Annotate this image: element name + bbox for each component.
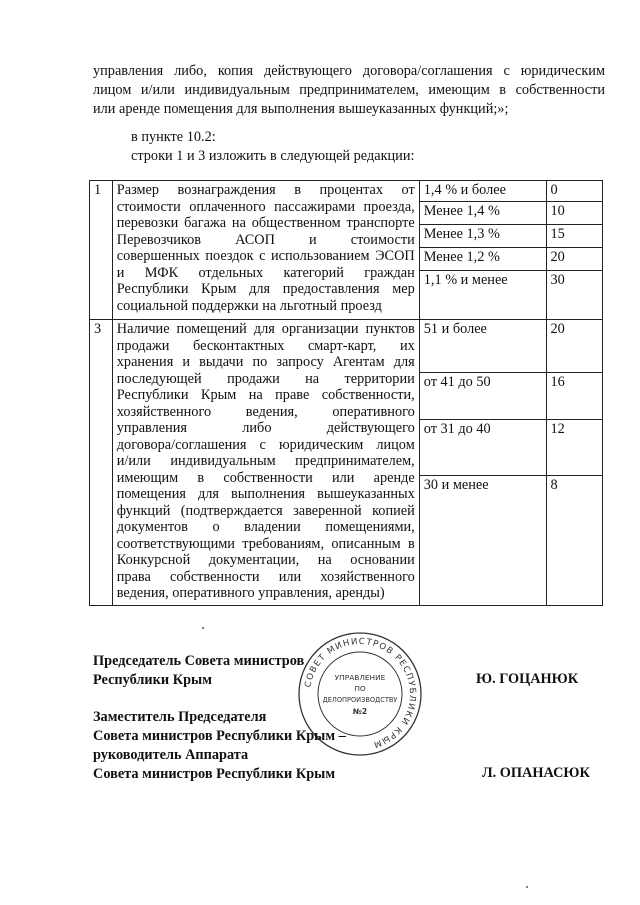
table-row bbox=[90, 181, 603, 320]
condition-points: 0 bbox=[546, 181, 602, 201]
signature-block-deputy bbox=[93, 708, 346, 784]
scan-speck bbox=[526, 886, 528, 888]
condition-row bbox=[420, 419, 602, 475]
desc-line: Размер вознаграждения в процентах от bbox=[116, 182, 415, 198]
desc-line: Конкурсной документации, на основании bbox=[116, 552, 415, 568]
condition-row bbox=[420, 475, 602, 605]
criterion-description bbox=[112, 320, 419, 606]
desc-line: права собственности или хозяйственного bbox=[116, 568, 415, 585]
conditions-table bbox=[420, 320, 602, 605]
condition-value: Менее 1,2 % bbox=[420, 247, 546, 270]
condition-row bbox=[420, 201, 602, 224]
desc-line: социальной поддержки на льготный проезд bbox=[116, 297, 382, 314]
desc-line: соответствующими требованиям, описанным в bbox=[116, 535, 415, 552]
condition-row bbox=[420, 224, 602, 247]
criteria-table bbox=[89, 180, 603, 606]
desc-line: Наличие помещений для организации пунктов bbox=[116, 321, 415, 337]
condition-points: 12 bbox=[546, 419, 602, 475]
stamp-center-line: ПО bbox=[354, 684, 366, 693]
condition-value: Менее 1,4 % bbox=[420, 201, 546, 224]
intro-line: управления либо, копия действующего договора/соглашения с юридическим bbox=[93, 63, 605, 79]
stamp-center-line: УПРАВЛЕНИЕ bbox=[334, 673, 386, 682]
desc-line: и/или индивидуальным предпринимателем, bbox=[116, 453, 415, 469]
condition-value: 51 и более bbox=[420, 320, 546, 372]
condition-row bbox=[420, 372, 602, 419]
condition-value: от 31 до 40 bbox=[420, 419, 546, 475]
stamp-ring-text: СОВЕТ МИНИСТРОВ РЕСПУБЛИКИ КРЫМ bbox=[303, 636, 418, 750]
condition-value: Менее 1,3 % bbox=[420, 224, 546, 247]
desc-line: договора/соглашения с юридическим лицом bbox=[116, 436, 415, 453]
intro-line: или аренде помещения для выполнения вышеуказанных функций;»; bbox=[93, 101, 509, 117]
signatory-title-line: Заместитель Председателя bbox=[93, 709, 267, 725]
row-number: 3 bbox=[90, 320, 113, 606]
condition-row bbox=[420, 320, 602, 372]
scan-speck bbox=[202, 627, 204, 629]
stamp-center-line: ДЕЛОПРОИЗВОДСТВУ bbox=[322, 696, 398, 704]
condition-row bbox=[420, 270, 602, 319]
signatory-title-line: Совета министров Республики Крым – bbox=[93, 728, 346, 744]
desc-line: Республики Крым для предоставления мер bbox=[116, 281, 415, 297]
signatory-name-deputy: Л. ОПАНАСЮК bbox=[482, 765, 590, 781]
desc-line: хранения и выдачи по запросу Агентам для bbox=[116, 354, 415, 370]
signatory-title-line: Совета министров Республики Крым bbox=[93, 766, 336, 782]
desc-line: ведения, оперативного управления, аренды) bbox=[116, 585, 385, 601]
desc-line: и МФК отдельных категорий граждан bbox=[116, 264, 415, 281]
desc-line: управления либо действующего bbox=[116, 420, 415, 436]
condition-value: 30 и менее bbox=[420, 475, 546, 605]
signatory-name-chairman: Ю. ГОЦАНЮК bbox=[476, 671, 579, 687]
condition-row bbox=[420, 247, 602, 270]
desc-line: стоимости оплаченного пассажирами проезда, bbox=[116, 198, 415, 215]
desc-line: Республики Крым на праве собственности, bbox=[116, 387, 415, 403]
point-heading: в пункте 10.2: bbox=[131, 129, 216, 145]
condition-value: 1,1 % и менее bbox=[420, 270, 546, 319]
conditions-cell bbox=[419, 320, 602, 606]
desc-line: Перевозчиков АСОП и стоимости bbox=[116, 231, 415, 248]
point-block bbox=[131, 128, 414, 166]
condition-points: 16 bbox=[546, 372, 602, 419]
desc-line: функций (подтверждается заверенной копией bbox=[116, 502, 415, 519]
signatory-title-line: руководитель Аппарата bbox=[93, 747, 249, 763]
condition-points: 10 bbox=[546, 201, 602, 224]
conditions-cell bbox=[419, 181, 602, 320]
desc-line: помещения для выполнения вышеуказанных bbox=[116, 486, 415, 502]
signatory-title-line: Председатель Совета министров bbox=[93, 653, 305, 669]
table-row bbox=[90, 320, 603, 606]
desc-line: документов о владении помещениями, bbox=[116, 519, 415, 535]
condition-points: 30 bbox=[550, 271, 565, 288]
condition-points: 15 bbox=[546, 224, 602, 247]
desc-line: продажи бесконтактных смарт-карт, их bbox=[116, 337, 415, 354]
condition-value: от 41 до 50 bbox=[420, 372, 546, 419]
condition-points: 8 bbox=[550, 476, 558, 493]
condition-points: 20 bbox=[546, 247, 602, 270]
signature-block-chairman bbox=[93, 652, 304, 690]
desc-line: имеющим в собственности или аренде bbox=[116, 469, 415, 486]
intro-line: лицом и/или индивидуальным предпринимателем, имеющим в собственности bbox=[93, 82, 605, 98]
desc-line: хозяйственного ведения, оперативного bbox=[116, 403, 415, 420]
desc-line: перевозки багажа на общественном транспорте bbox=[116, 215, 415, 231]
row-number: 1 bbox=[90, 181, 113, 320]
desc-line: совершенных поездок с использованием ЭСОП bbox=[116, 248, 415, 264]
conditions-table bbox=[420, 181, 602, 319]
point-subheading: строки 1 и 3 изложить в следующей редакции: bbox=[131, 148, 415, 164]
desc-line: последующей продажи на территории bbox=[116, 370, 415, 387]
intro-paragraph bbox=[93, 62, 605, 119]
stamp-center-line: №2 bbox=[352, 707, 368, 716]
signatory-title-line: Республики Крым bbox=[93, 672, 212, 688]
criterion-description bbox=[112, 181, 419, 320]
condition-points: 20 bbox=[546, 320, 602, 372]
condition-row bbox=[420, 181, 602, 201]
condition-value: 1,4 % и более bbox=[420, 181, 546, 201]
